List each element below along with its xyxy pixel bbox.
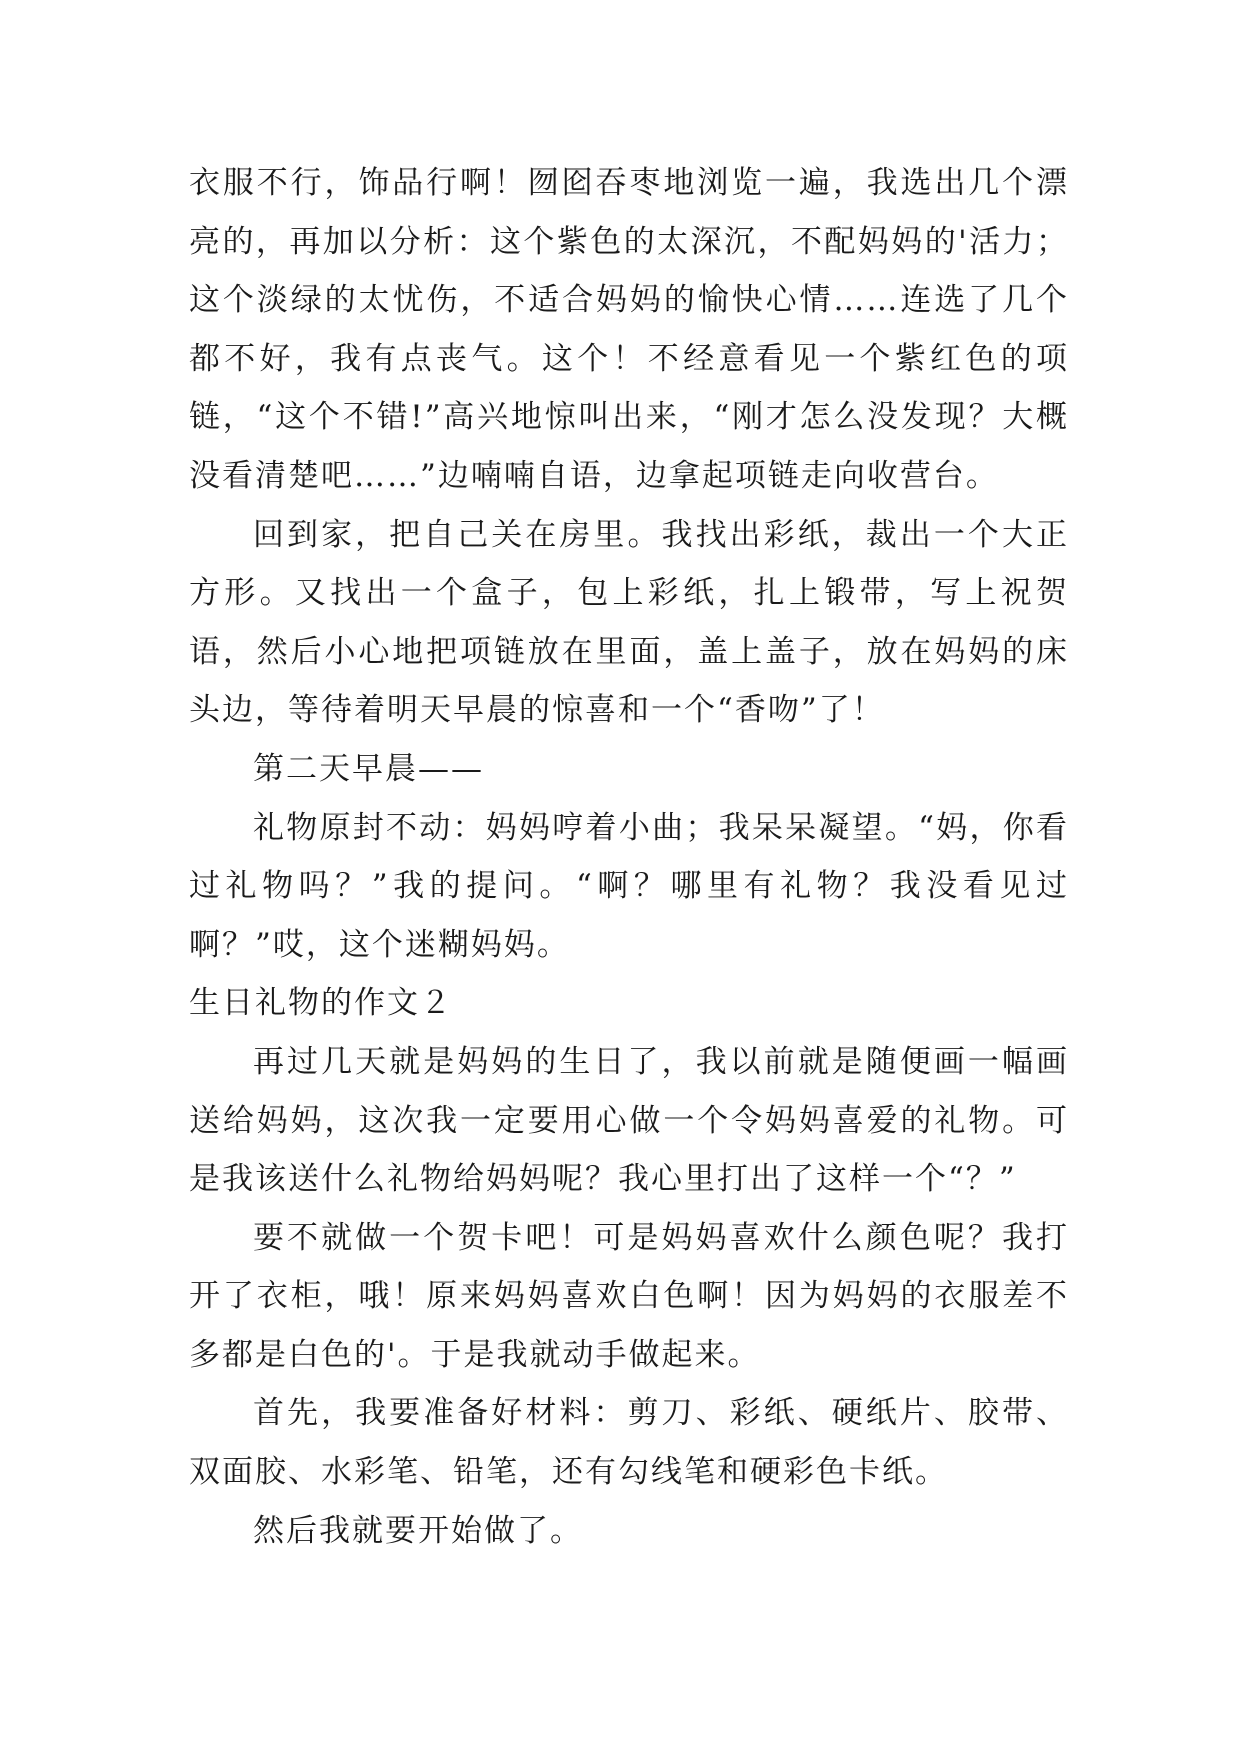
section-title: 生日礼物的作文２ (189, 985, 453, 1022)
paragraph-3: 第二天早晨—— (253, 750, 484, 787)
paragraph-2: 回到家，把自己关在房里。我找出彩纸，裁出一个大正方形。又找出一个盒子，包上彩纸，扎上锻带，写上祝贺语，然后小心地把项链放在里面，盖上盖子，放在妈妈的床头边，等待着明天早晨的惊喜和一个“香吻”了！ (189, 516, 1069, 729)
document-body (189, 154, 1069, 1560)
paragraph-6: 要不就做一个贺卡吧！可是妈妈喜欢什么颜色呢？我打开了衣柜，哦！原来妈妈喜欢白色啊！因为妈妈的衣服差不多都是白色的'。于是我就动手做起来。 (189, 1219, 1069, 1373)
paragraph-4: 礼物原封不动：妈妈哼着小曲；我呆呆凝望。“妈，你看过礼物吗？”我的提问。“啊？哪里有礼物？我没看见过啊？”哎，这个迷糊妈妈。 (189, 809, 1069, 963)
paragraph-1: 衣服不行，饰品行啊！囫囵吞枣地浏览一遍，我选出几个漂亮的，再加以分析：这个紫色的太深沉，不配妈妈的'活力；这个淡绿的太忧伤，不适合妈妈的愉快心情……连选了几个都不好，我有点丧气。这个！不经意看见一个紫红色的项链，“这个不错!”高兴地惊叫出来，“刚才怎么没发现？大概没看清楚吧……”边喃喃自语，边拿起项链走向收营台。 (189, 165, 1069, 494)
paragraph-5: 再过几天就是妈妈的生日了，我以前就是随便画一幅画送给妈妈，这次我一定要用心做一个令妈妈喜爱的礼物。可是我该送什么礼物给妈妈呢？我心里打出了这样一个“？” (189, 1043, 1069, 1198)
paragraph-7: 首先，我要准备好材料：剪刀、彩纸、硬纸片、胶带、双面胶、水彩笔、铅笔，还有勾线笔和硬彩色卡纸。 (189, 1395, 1069, 1491)
paragraph-8: 然后我就要开始做了。 (253, 1512, 583, 1549)
